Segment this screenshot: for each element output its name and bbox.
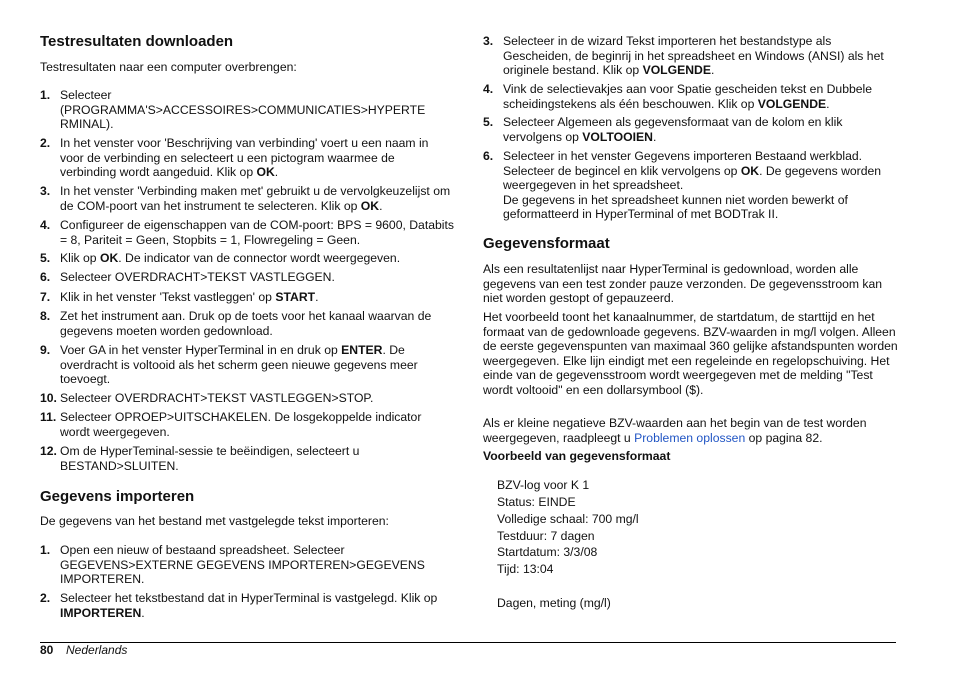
step-number: 5. [40, 251, 51, 265]
bold-keyword: ENTER [341, 343, 383, 357]
step-number: 2. [40, 136, 51, 150]
example-line: Testduur: 7 dagen [497, 529, 595, 543]
example-line: Volledige schaal: 700 mg/l [497, 512, 639, 526]
step-number: 7. [40, 290, 51, 304]
step-number: 3. [483, 34, 494, 48]
troubleshooting-link[interactable]: Problemen oplossen [634, 430, 746, 445]
step-text: Selecteer in de wizard Tekst importeren het bestandstype als Gescheiden, de beginrij in het spreadsheet en Windows (ANSI) als het originele bestand. Klik op VOLGENDE. [503, 34, 884, 77]
bold-keyword: VOLGENDE [642, 63, 711, 77]
step-text: Selecteer OVERDRACHT>TEKST VASTLEGGEN. [60, 270, 335, 284]
step-text: Open een nieuw of bestaand spreadsheet. Selecteer GEGEVENS>EXTERNE GEGEVENS IMPORTEREN>GEGEVENS IMPORTEREN. [60, 543, 425, 586]
example-line: Dagen, meting (mg/l) [497, 596, 611, 610]
bold-keyword: OK [360, 198, 380, 213]
example-title: Voorbeeld van gegevensformaat [483, 449, 671, 463]
paragraph-negative-values-page: op pagina 82. [745, 430, 823, 445]
bold-keyword: VOLTOOIEN [582, 129, 653, 144]
paragraph-negative-values-text: Als er kleine negatieve BZV-waarden aan het begin van de test worden weergegeven, raadpleegt u [483, 416, 867, 445]
step-text: Vink de selectievakjes aan voor Spatie gescheiden tekst en Dubbele scheidingstekens als één beschouwen. Klik op VOLGENDE. [503, 82, 873, 111]
bold-keyword: OK [99, 251, 119, 265]
step-text: Voer GA in het venster HyperTerminal in en druk op ENTER. De overdracht is voltooid als het scherm geen nieuwe gegevens meer toevoegt. [60, 343, 418, 386]
intro-import: De gegevens van het bestand met vastgelegde tekst importeren: [40, 514, 389, 528]
paragraph-stream: Als een resultatenlijst naar HyperTerminal is gedownload, worden alle gegevens van een test zonder pauze verzonden. De gegevensstroom kan niet worden gestopt of gepauzeerd. [483, 262, 883, 305]
intro-download: Testresultaten naar een computer overbrengen: [40, 60, 297, 74]
step-number: 8. [40, 309, 51, 323]
footer-rule [40, 642, 896, 643]
paragraph-example-description: Het voorbeeld toont het kanaalnummer, de startdatum, de starttijd en het formaat van de gedownloade gegevens. BZV-waarden in mg/l volgen. Alleen de eerste gegevenspunten van maximaal 360 gelijke afstandspunten worden weergegeven. Elke lijn eindigt met een regeleinde en regelopschuiving. Het einde van de gegevensstroom wordt weergegeven met de melding "Test wordt voltooid" en een dollarsymbool ($). [483, 310, 898, 397]
step-text: Zet het instrument aan. Druk op de toets voor het kanaal waarvan de gegevens moeten worden gedownload. [60, 309, 432, 338]
step-number: 1. [40, 88, 51, 102]
step-text: Klik op OK. De indicator van de connector wordt weergegeven. [60, 251, 401, 265]
bold-keyword: VOLGENDE [757, 96, 827, 111]
step-text: Selecteer OPROEP>UITSCHAKELEN. De losgekoppelde indicator wordt weergegeven. [60, 410, 422, 439]
bold-keyword: IMPORTEREN [60, 605, 142, 620]
step-number: 6. [40, 270, 51, 284]
step-number: 10. [40, 391, 57, 405]
section-heading-gegevens-importeren: Gegevens importeren [40, 488, 195, 505]
step-number: 4. [483, 82, 494, 96]
step-number: 5. [483, 115, 494, 129]
section-heading-testresultaten-downloaden: Testresultaten downloaden [40, 33, 234, 50]
step-text: Selecteer OVERDRACHT>TEKST VASTLEGGEN>STOP. [60, 391, 374, 405]
step-number: 12. [40, 444, 57, 458]
footer-language: Nederlands [66, 643, 128, 657]
example-line: Startdatum: 3/3/08 [497, 545, 598, 559]
step-text: Selecteer het tekstbestand dat in HyperTerminal is vastgelegd. Klik op IMPORTEREN. [60, 591, 438, 620]
bold-keyword: OK [740, 163, 760, 178]
step-text: Klik in het venster 'Tekst vastleggen' op START. [60, 290, 319, 304]
step-number: 6. [483, 149, 494, 163]
step-number: 2. [40, 591, 51, 605]
step-number: 4. [40, 218, 51, 232]
step-text: In het venster voor 'Beschrijving van verbinding' voert u een naam in voor de verbinding en selecteert u een pictogram waarmee de verbinding wordt aangeduid. Klik op OK. [60, 136, 429, 179]
section-heading-gegevensformaat: Gegevensformaat [483, 235, 610, 252]
example-line: Tijd: 13:04 [497, 562, 554, 576]
step-text: Configureer de eigenschappen van de COM-poort: BPS = 9600, Databits = 8, Pariteit = Geen, Stopbits = 1, Flowregeling = Geen. [60, 218, 454, 247]
step-text: Selecteer in het venster Gegevens importeren Bestaand werkblad. Selecteer de begincel en klik vervolgens op OK. De gegevens worden weergegeven in het spreadsheet. De gegevens in het spreadsheet kunnen niet worden bewerkt of geformatteerd in HyperTerminal of met BODTrak II. [503, 149, 882, 221]
bold-keyword: OK [256, 165, 275, 179]
step-number: 3. [40, 184, 51, 198]
step-number: 1. [40, 543, 51, 557]
step-number: 9. [40, 343, 51, 357]
step-text: In het venster 'Verbinding maken met' gebruikt u de vervolgkeuzelijst om de COM-poort van het instrument te selecteren. Klik op OK. [60, 184, 451, 213]
step-number: 11. [40, 410, 57, 424]
page-number: 80 [40, 643, 54, 657]
paragraph-negative-values [483, 416, 903, 445]
step-text: Selecteer (PROGRAMMA'S>ACCESSOIRES>COMMUNICATIES>HYPERTE RMINAL). [60, 88, 426, 131]
bold-keyword: START [275, 290, 316, 304]
step-text: Om de HyperTeminal-sessie te beëindigen, selecteert u BESTAND>SLUITEN. [60, 444, 360, 473]
example-line: Status: EINDE [497, 495, 576, 509]
step-text: Selecteer Algemeen als gegevensformaat van de kolom en klik vervolgens op VOLTOOIEN. [503, 115, 843, 144]
example-line: BZV-log voor K 1 [497, 478, 590, 492]
